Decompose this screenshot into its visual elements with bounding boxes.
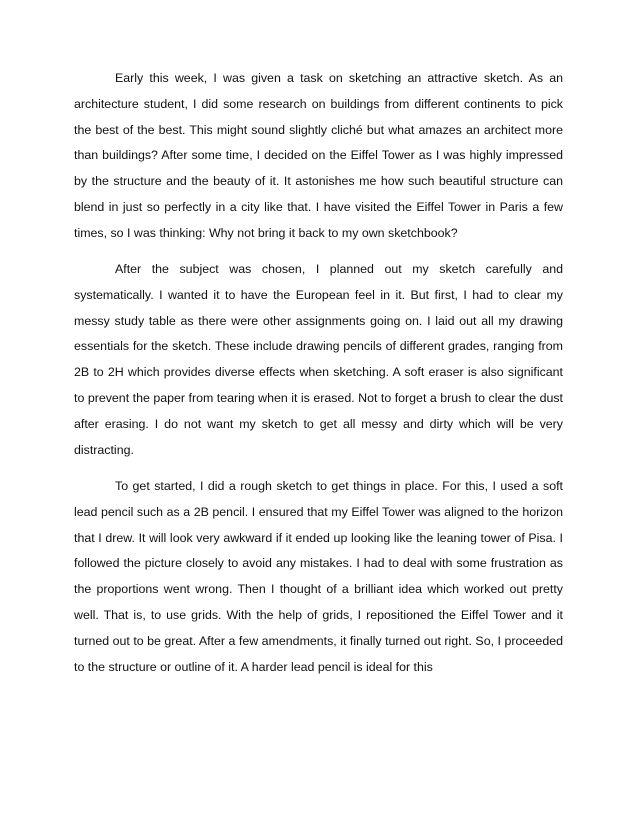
paragraph-3: To get started, I did a rough sketch to get things in place. For this, I used a soft lead pencil such as a 2B pencil. I ensured that my Eiffel Tower was aligned to the horizon that I drew. It will look very awkward if it ended up looking like the leaning tower of Pisa. I followed the picture closely to avoid any mistakes. I had to deal with some frustration as the proportions went wrong. Then I thought of a brilliant idea which worked out pretty well. That is, to use grids. With the help of grids, I repositioned the Eiffel Tower and it turned out to be great. After a few amendments, it finally turned out right. So, I proceeded to the structure or outline of it. A harder lead pencil is ideal for this — [74, 478, 563, 674]
document-body — [74, 66, 563, 691]
paragraph-2: After the subject was chosen, I planned out my sketch carefully and systematically. I wanted it to have the European feel in it. But first, I had to clear my messy study table as there were other assignments going on. I laid out all my drawing essentials for the sketch. These include drawing pencils of different grades, ranging from 2B to 2H which provides diverse effects when sketching. A soft eraser is also significant to prevent the paper from tearing when it is erased. Not to forget a brush to clear the dust after erasing. I do not want my sketch to get all messy and dirty which will be very distracting. — [74, 262, 563, 457]
paragraph-1: Early this week, I was given a task on sketching an attractive sketch. As an architecture student, I did some research on buildings from different continents to pick the best of the best. This might sound slightly cliché but what amazes an architect more than buildings? After some time, I decided on the Eiffel Tower as I was highly impressed by the structure and the beauty of it. It astonishes me how such beautiful structure can blend in just so perfectly in a city like that. I have visited the Eiffel Tower in Paris a few times, so I was thinking: Why not bring it back to my own sketchbook? — [74, 71, 563, 240]
